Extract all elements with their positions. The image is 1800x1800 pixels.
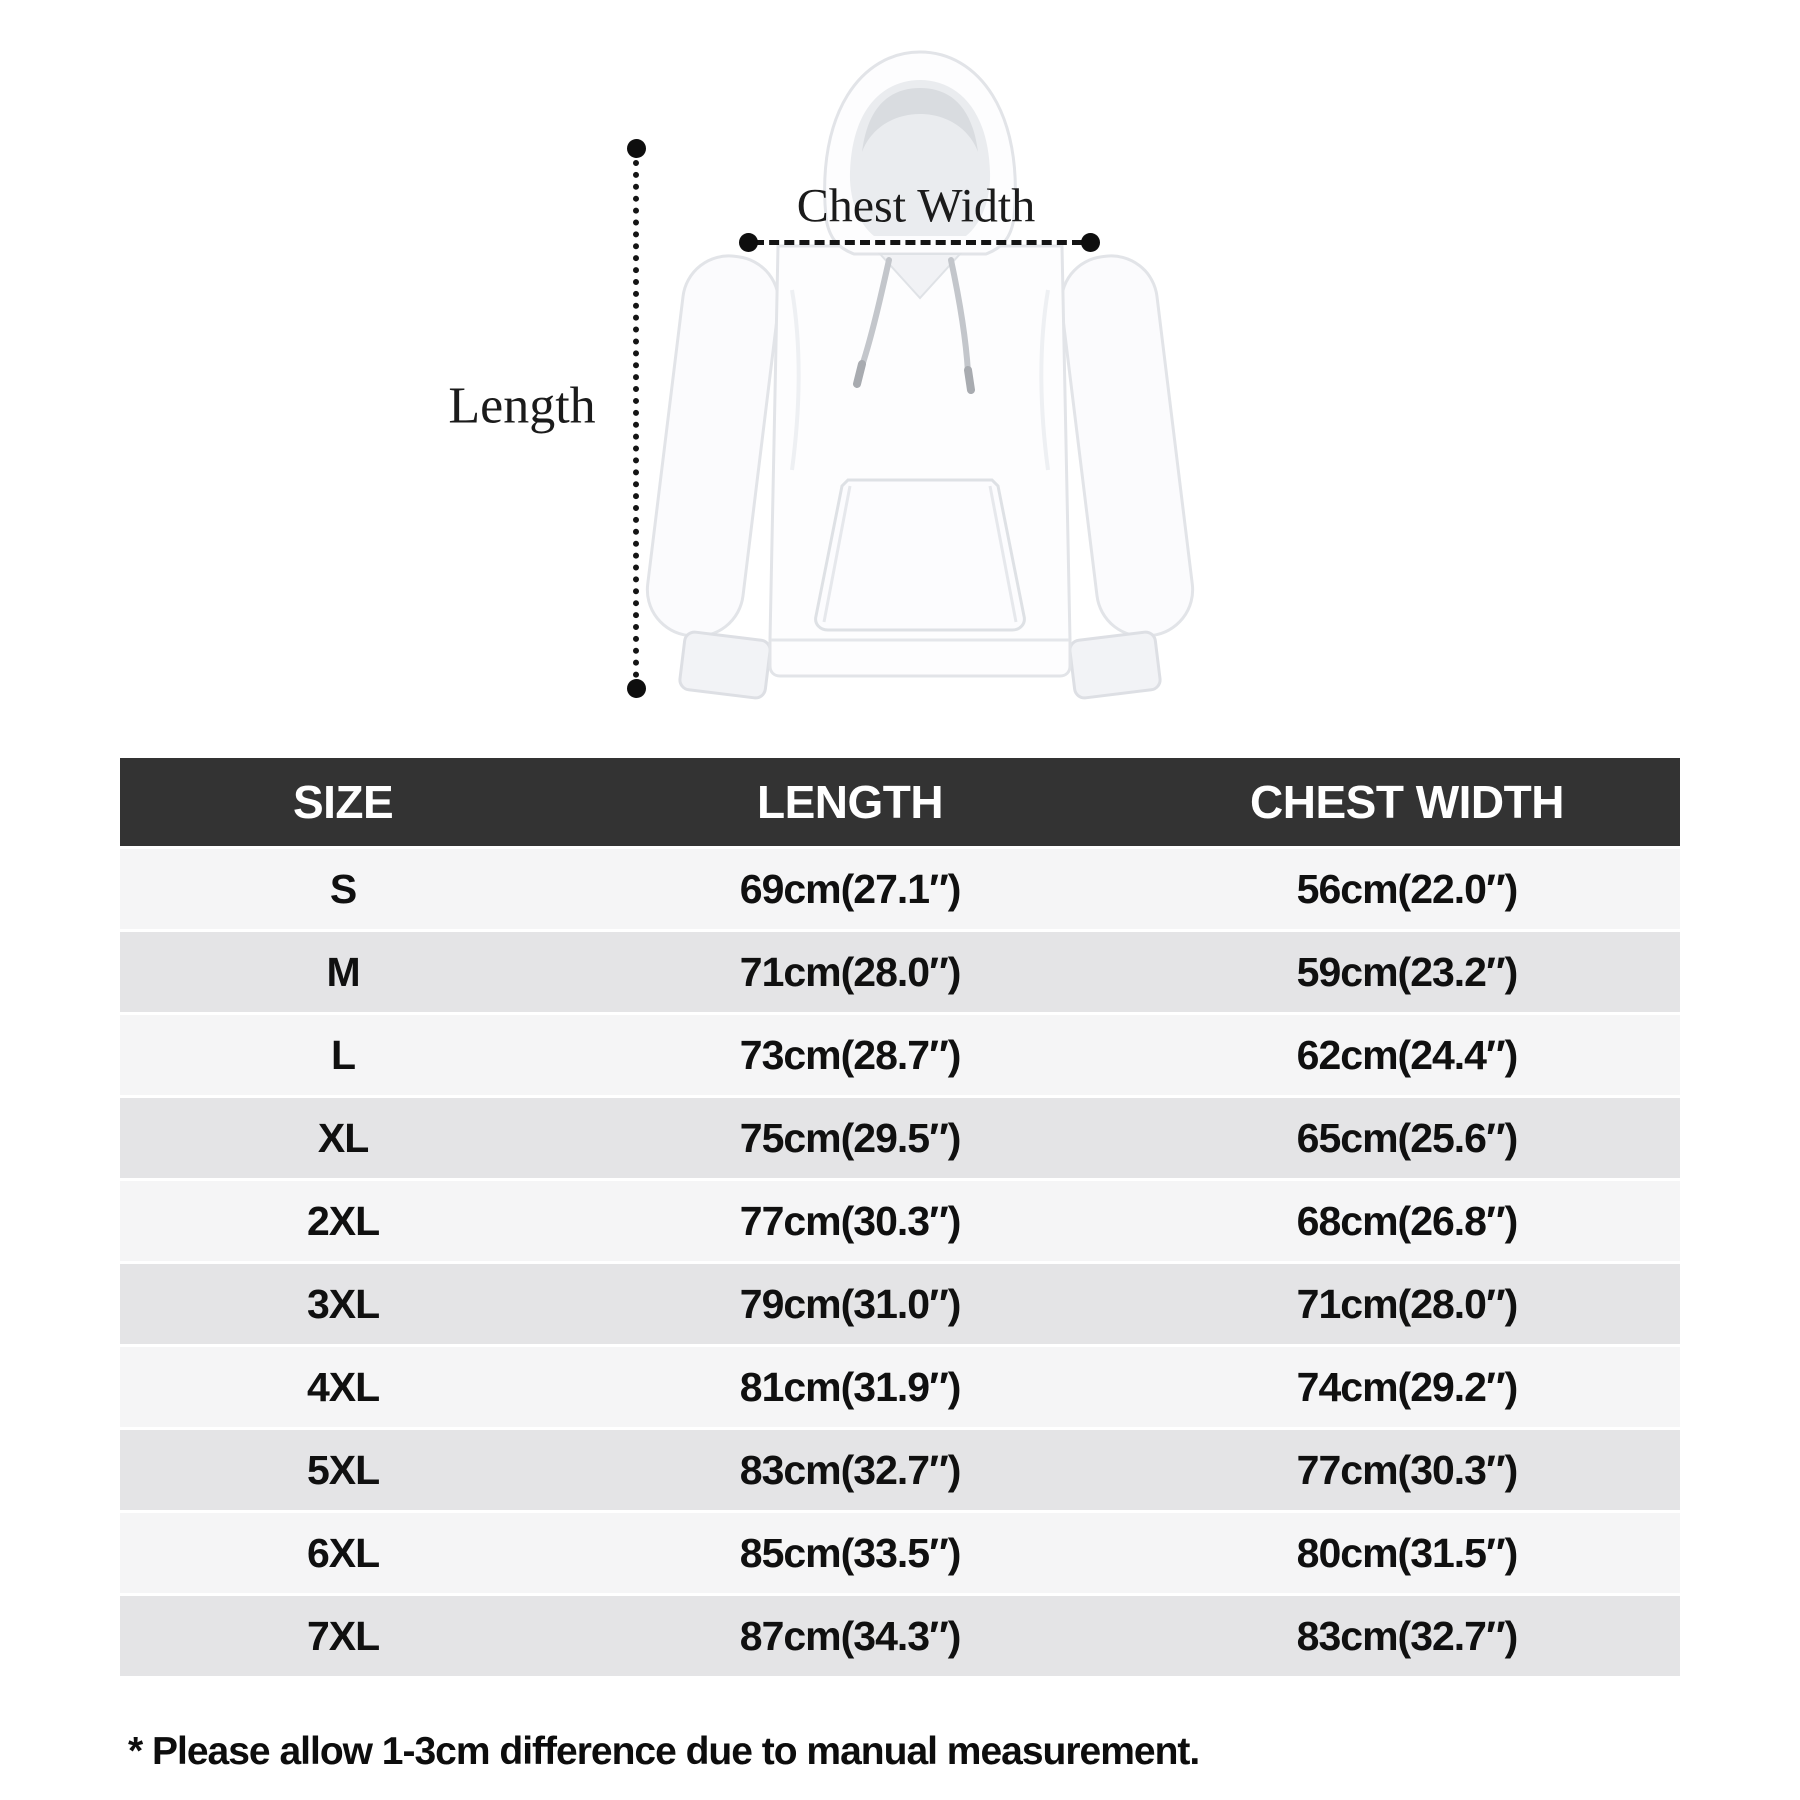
- length-cell: 87cm(34.3″): [739, 1612, 961, 1659]
- chest-width-label: Chest Width: [796, 179, 1036, 233]
- size-cell: 7XL: [306, 1612, 380, 1659]
- length-cell: 83cm(32.7″): [739, 1446, 961, 1493]
- length-cell: 85cm(33.5″): [739, 1529, 961, 1576]
- size-cell: M: [326, 948, 360, 995]
- length-cell: 73cm(28.7″): [739, 1031, 961, 1078]
- size-table-body: [120, 846, 1680, 1676]
- header-chest-width: CHEST WIDTH: [1250, 776, 1564, 828]
- table-row: [120, 1261, 1680, 1344]
- length-cell: 79cm(31.0″): [739, 1280, 961, 1327]
- chest-cell: 62cm(24.4″): [1296, 1031, 1518, 1078]
- hoodie-left-sleeve: [642, 251, 784, 699]
- table-row: [120, 929, 1680, 1012]
- table-row: [120, 1095, 1680, 1178]
- hoodie-graphic: [640, 40, 1200, 720]
- chest-cell: 77cm(30.3″): [1296, 1446, 1518, 1493]
- header-size: SIZE: [292, 776, 394, 828]
- size-cell: 5XL: [306, 1446, 380, 1493]
- chest-cell: 74cm(29.2″): [1296, 1363, 1518, 1410]
- table-row: [120, 846, 1680, 929]
- length-line-bottom-dot: [627, 679, 646, 698]
- length-label: Length: [448, 377, 596, 435]
- chest-cell: 80cm(31.5″): [1296, 1529, 1518, 1576]
- chest-line-left-dot: [739, 233, 758, 252]
- size-cell: L: [331, 1031, 356, 1078]
- length-cell: 77cm(30.3″): [739, 1197, 961, 1244]
- size-cell: 6XL: [306, 1529, 380, 1576]
- length-cell: 71cm(28.0″): [739, 948, 961, 995]
- chest-line-right-dot: [1081, 233, 1100, 252]
- table-row: [120, 1344, 1680, 1427]
- chest-cell: 56cm(22.0″): [1296, 865, 1518, 912]
- size-cell: XL: [317, 1114, 369, 1161]
- chest-cell: 71cm(28.0″): [1296, 1280, 1518, 1327]
- header-length: LENGTH: [757, 776, 944, 828]
- table-row: [120, 1510, 1680, 1593]
- hoodie-pocket: [816, 480, 1025, 630]
- chest-measure-line: [754, 240, 1082, 245]
- length-line-top-dot: [627, 139, 646, 158]
- chest-cell: 68cm(26.8″): [1296, 1197, 1518, 1244]
- length-cell: 69cm(27.1″): [739, 865, 961, 912]
- length-measure-line: [633, 160, 639, 678]
- measurement-note: * Please allow 1-3cm difference due to manual measurement.: [128, 1730, 1200, 1773]
- table-row: [120, 1012, 1680, 1095]
- size-table-header: [120, 758, 1680, 846]
- hoodie-illustration: [0, 0, 1800, 758]
- size-cell: S: [329, 865, 357, 912]
- chest-cell: 83cm(32.7″): [1296, 1612, 1518, 1659]
- chest-cell: 59cm(23.2″): [1296, 948, 1518, 995]
- length-cell: 81cm(31.9″): [739, 1363, 961, 1410]
- size-cell: 3XL: [306, 1280, 380, 1327]
- size-table: [120, 758, 1680, 1676]
- size-cell: 4XL: [306, 1363, 380, 1410]
- table-row: [120, 1593, 1680, 1676]
- length-cell: 75cm(29.5″): [739, 1114, 961, 1161]
- hoodie-right-sleeve: [1056, 251, 1198, 699]
- size-cell: 2XL: [306, 1197, 380, 1244]
- table-row: [120, 1427, 1680, 1510]
- table-row: [120, 1178, 1680, 1261]
- chest-cell: 65cm(25.6″): [1296, 1114, 1518, 1161]
